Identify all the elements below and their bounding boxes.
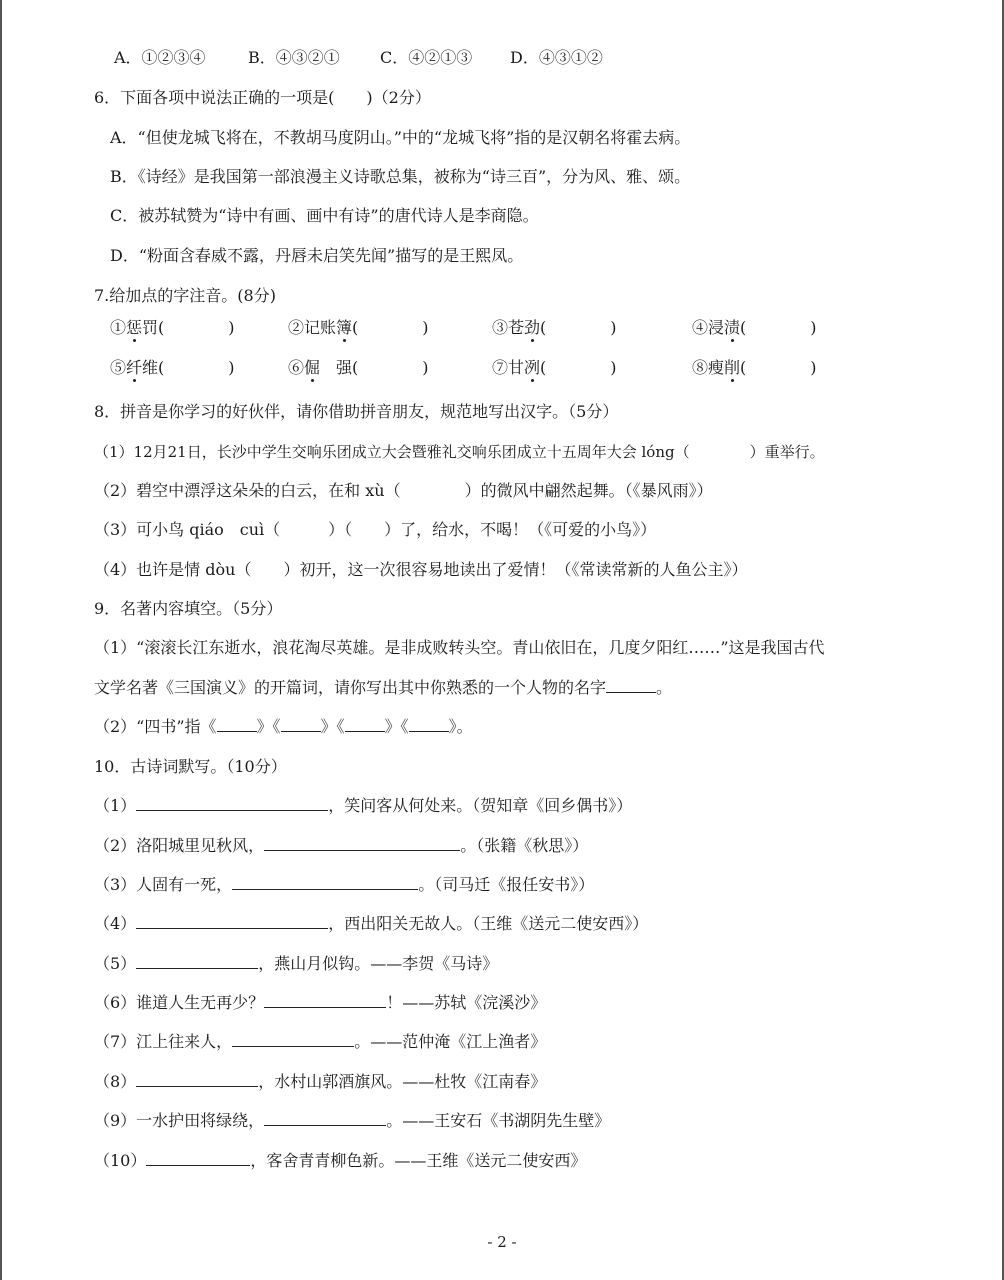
answer-blank [146, 1151, 250, 1166]
q7-stem: 7.给加点的字注音。(8分) [94, 286, 276, 305]
answer-blank [232, 1032, 354, 1047]
answer-blank [264, 993, 386, 1008]
q9-item-1-line-1: （1）“滚滚长江东逝水，浪花淘尽英雄。是非成败转头空。青山依旧在，几度夕阳红……”这是我国古代 [94, 638, 825, 657]
q10-stem: 10．古诗词默写。（10分） [94, 757, 287, 776]
answer-blank [606, 678, 656, 693]
answer-blank [136, 954, 258, 969]
answer-blank [136, 1072, 258, 1087]
q9-item-2: （2）“四书”指《 》《 》《 》《 》。 [94, 717, 473, 736]
q7-item-5: ⑤纤维( ) [110, 358, 235, 377]
answer-blank [281, 717, 321, 732]
q5-options [114, 48, 714, 68]
q9-stem: 9．名著内容填空。（5分） [94, 599, 283, 618]
q7-item-3: ③苍劲( ) [492, 318, 617, 337]
q7-item-7: ⑦甘冽( ) [492, 358, 617, 377]
q5-option-a: A．①②③④ [114, 48, 206, 67]
q10-item-1: （1） ，笑问客从何处来。（贺知章《回乡偶书》） [94, 796, 633, 815]
answer-blank [264, 836, 460, 851]
answer-blank [136, 796, 328, 811]
q6-option-a: A．“但使龙城飞将在，不教胡马度阴山。”中的“龙城飞将”指的是汉朝名将霍去病。 [110, 128, 691, 147]
q9-item-1-line-2: 文学名著《三国演义》的开篇词，请你写出其中你熟悉的一个人物的名字 。 [94, 678, 673, 697]
q10-item-10: （10） ，客舍青青柳色新。——王维《送元二使安西》 [94, 1151, 587, 1170]
answer-blank [409, 717, 449, 732]
q10-item-8: （8） ，水村山郭酒旗风。——杜牧《江南春》 [94, 1072, 547, 1091]
q8-item-2: （2）碧空中漂浮这朵朵的白云，在和 xù（ ）的微风中翩然起舞。（《暴风雨》） [94, 481, 713, 500]
answer-blank [217, 717, 257, 732]
q10-item-4: （4） ，西出阳关无故人。（王维《送元二使安西》） [94, 914, 649, 933]
q10-item-7: （7）江上往来人， 。——范仲淹《江上渔者》 [94, 1032, 547, 1051]
q5-option-c: C．④②①③ [380, 48, 473, 67]
answer-blank [232, 875, 418, 890]
q8-item-4: （4）也许是情 dòu（ ）初开，这一次很容易地读出了爱情！（《常读常新的人鱼公主》） [94, 560, 748, 579]
q5-option-d: D．④③①② [510, 48, 603, 67]
q10-item-9: （9）一水护田将绿绕， 。——王安石《书湖阴先生壁》 [94, 1111, 611, 1130]
q5-option-b: B．④③②① [248, 48, 340, 67]
q8-item-3: （3）可小鸟 qiáo cuì（ ）（ ）了，给水，不喝！（《可爱的小鸟》） [94, 520, 657, 539]
answer-blank [345, 717, 385, 732]
q10-item-6: （6）谁道人生无再少？ ！——苏轼《浣溪沙》 [94, 993, 547, 1012]
q6-option-d: D．“粉面含春威不露，丹唇未启笑先闻”描写的是王熙凤。 [110, 246, 524, 265]
answer-blank [136, 914, 328, 929]
q8-stem: 8．拼音是你学习的好伙伴，请你借助拼音朋友，规范地写出汉字。（5分） [94, 402, 619, 421]
q7-item-2: ②记账簿( ) [288, 318, 429, 337]
q6-stem: 6．下面各项中说法正确的一项是( )（2分） [94, 88, 431, 107]
q10-item-2: （2）洛阳城里见秋风， 。（张籍《秋思》） [94, 836, 589, 855]
q10-item-5: （5） ，燕山月似钩。——李贺《马诗》 [94, 954, 499, 973]
page-number: - 2 - [487, 1233, 517, 1251]
q7-item-1: ①惩罚( ) [110, 318, 235, 337]
q7-item-8: ⑧瘦削( ) [692, 358, 817, 377]
q6-option-c: C．被苏轼赞为“诗中有画、画中有诗”的唐代诗人是李商隐。 [110, 206, 539, 225]
q7-item-4: ④浸渍( ) [692, 318, 817, 337]
q10-item-3: （3）人固有一死， 。（司马迁《报任安书》） [94, 875, 595, 894]
q6-option-b: B．《诗经》是我国第一部浪漫主义诗歌总集，被称为“诗三百”，分为风、雅、颂。 [110, 167, 691, 186]
answer-blank [264, 1111, 386, 1126]
q7-item-6: ⑥倔 强( ) [288, 358, 429, 377]
q8-item-1: （1）12月21日，长沙中学生交响乐团成立大会暨雅礼交响乐团成立十五周年大会 lóng（ ）重举行。 [94, 443, 825, 461]
